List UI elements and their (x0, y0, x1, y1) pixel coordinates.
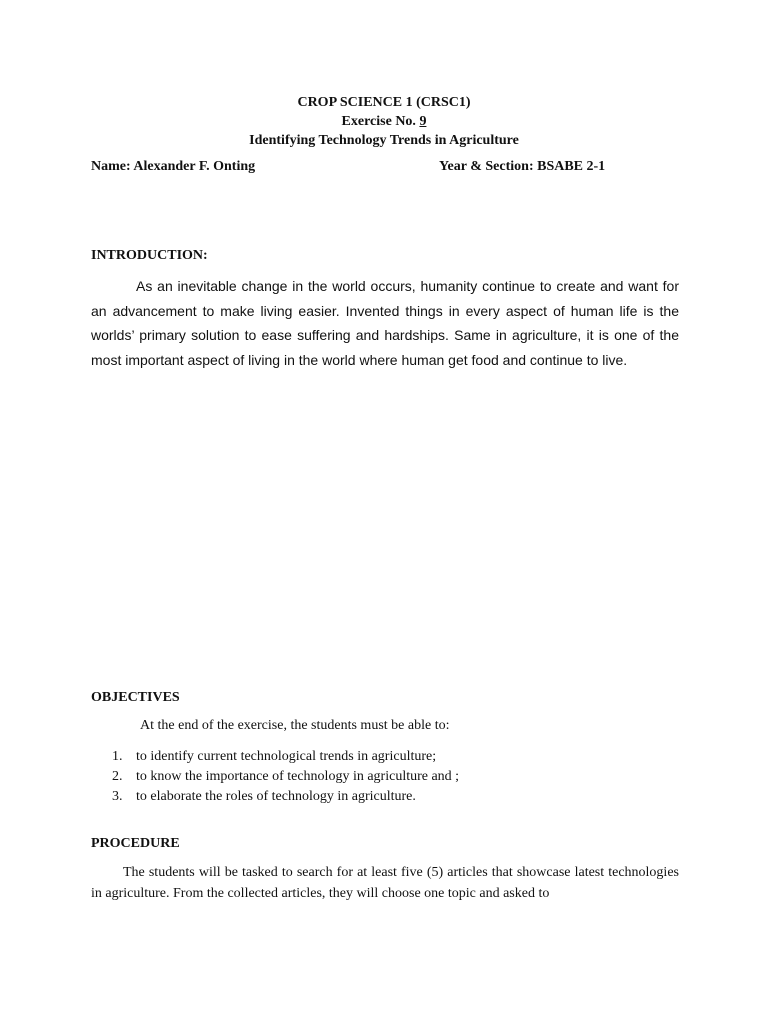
exercise-title: Identifying Technology Trends in Agriculture (249, 133, 519, 148)
procedure-heading: PROCEDURE (91, 836, 180, 851)
introduction-paragraph: As an inevitable change in the world occurs, humanity continue to create and want for an advancement to make living easier. Invented things in every aspect of human life is the worlds’ primary solution to ease suffering and hardships. Same in agriculture, it is one of the most important aspect of living in the world where human get food and continue to live. (91, 278, 679, 368)
procedure-paragraph: The students will be tasked to search for at least five (5) articles that showcase latest technologies in agriculture. From the collected articles, they will choose one topic and asked to (91, 865, 679, 901)
objectives-heading: OBJECTIVES (91, 690, 180, 705)
student-name: Name: Alexander F. Onting (91, 159, 256, 174)
objectives-intro: At the end of the exercise, the students must be able to: (140, 718, 450, 733)
objectives-list (91, 747, 459, 807)
course-title: CROP SCIENCE 1 (CRSC1) (297, 95, 471, 110)
objective-text: to elaborate the roles of technology in agriculture. (136, 789, 416, 804)
exercise-line (0, 112, 768, 131)
introduction-heading: INTRODUCTION: (91, 248, 208, 263)
objective-number: 3. (112, 789, 123, 804)
objective-number: 1. (112, 749, 123, 764)
exercise-number: 9 (419, 114, 427, 129)
objective-item (91, 747, 459, 767)
exercise-label: Exercise No. (341, 114, 420, 129)
objective-text: to identify current technological trends in agriculture; (136, 749, 437, 764)
document-header (0, 93, 768, 150)
objective-text: to know the importance of technology in agriculture and ; (136, 769, 460, 784)
year-section: Year & Section: BSABE 2-1 (439, 159, 606, 174)
objective-item (91, 787, 459, 807)
objective-number: 2. (112, 769, 123, 784)
objective-item (91, 767, 459, 787)
